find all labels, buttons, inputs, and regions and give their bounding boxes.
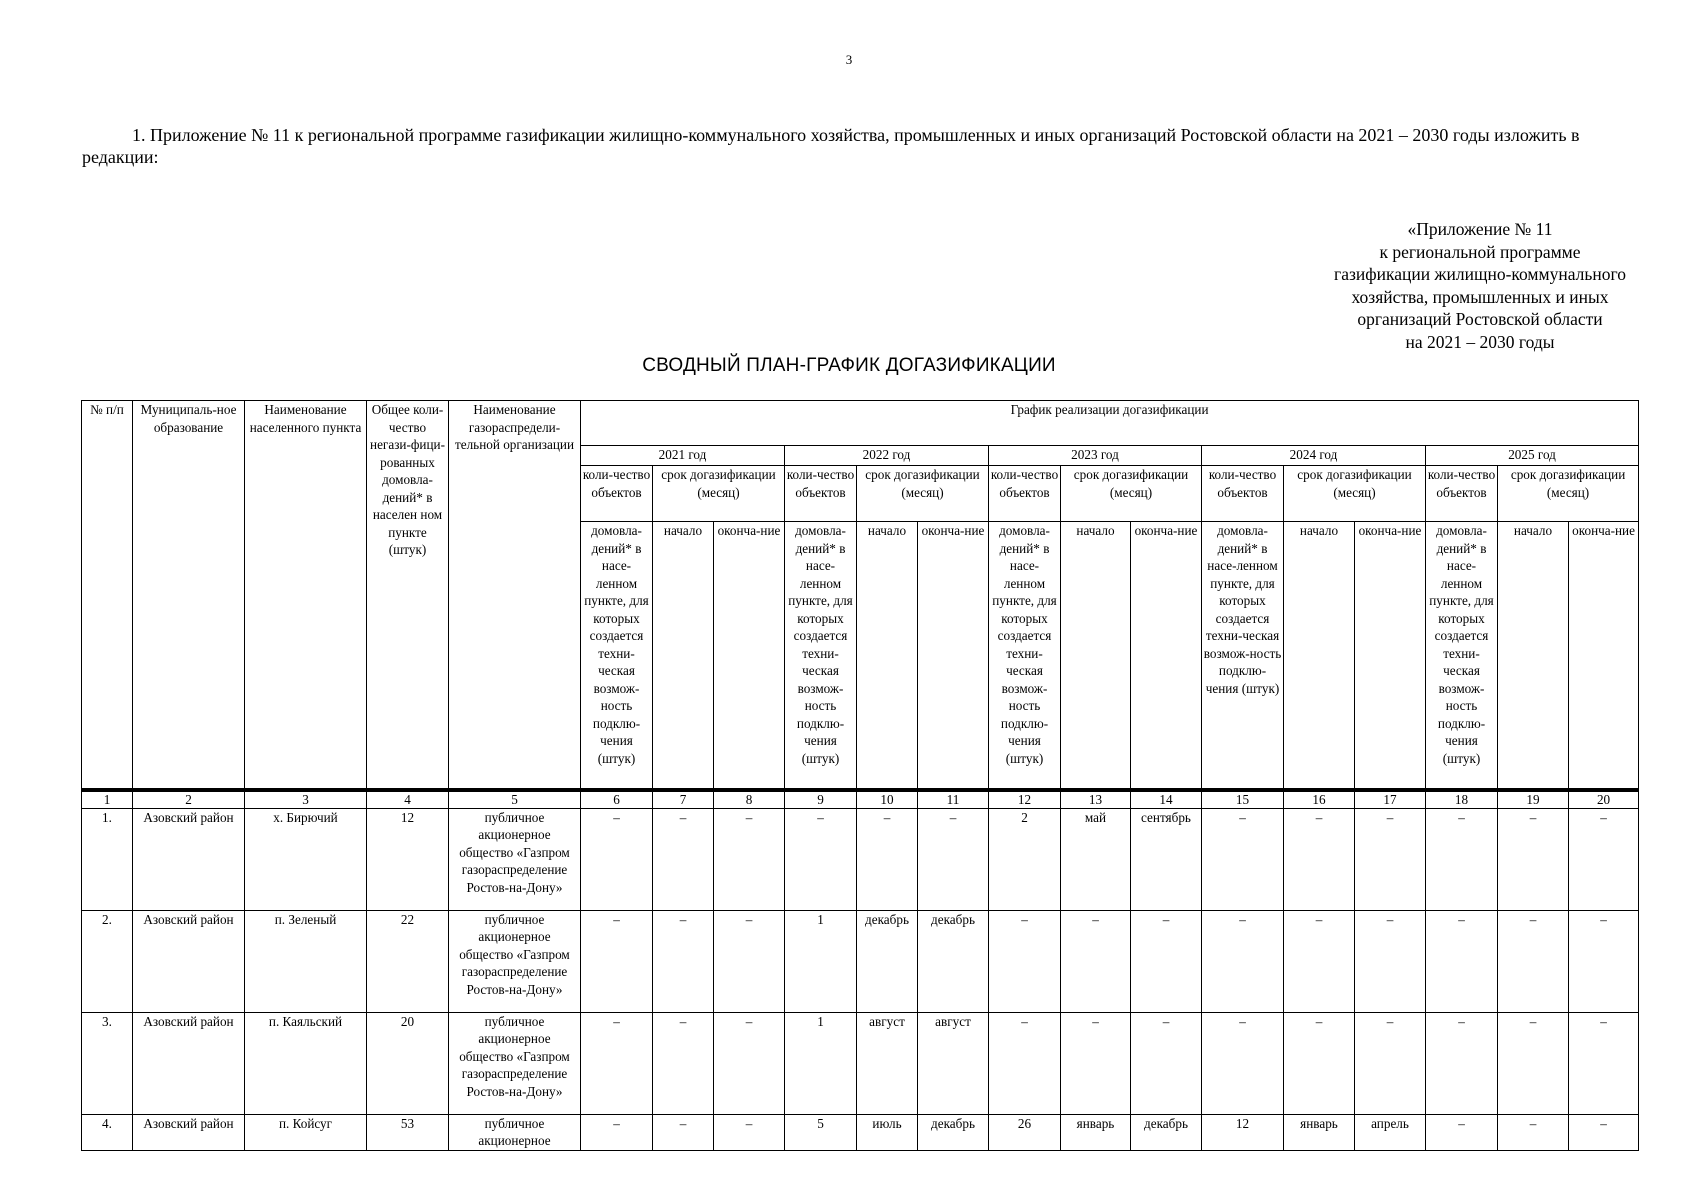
settlement-cell: п. Каяльский: [245, 1012, 367, 1114]
total-cell: 20: [367, 1012, 449, 1114]
header-start: начало: [857, 522, 918, 790]
schedule-cell: апрель: [1355, 1114, 1426, 1150]
header-year: 2023 год: [989, 446, 1202, 466]
header-end: оконча-ние: [1355, 522, 1426, 790]
column-number-row: [82, 790, 1639, 809]
schedule-cell: 26: [989, 1114, 1061, 1150]
column-number: 20: [1569, 790, 1639, 809]
header-start: начало: [1061, 522, 1131, 790]
settlement-cell: х. Бирючий: [245, 808, 367, 910]
header-count-bottom: домовла-дений* в насе-ленном пункте, для которых создается техни-ческая возмож-ность подклю-чения (штук): [1426, 522, 1498, 790]
table-title: СВОДНЫЙ ПЛАН-ГРАФИК ДОГАЗИФИКАЦИИ: [642, 355, 1056, 376]
schedule-cell: –: [1202, 808, 1284, 910]
schedule-cell: –: [1284, 910, 1355, 1012]
schedule-cell: январь: [1061, 1114, 1131, 1150]
schedule-cell: –: [1355, 808, 1426, 910]
table-body: [82, 808, 1639, 1150]
schedule-cell: июль: [857, 1114, 918, 1150]
schedule-cell: –: [714, 808, 785, 910]
appendix-line: на 2021 – 2030 годы: [1405, 331, 1555, 352]
schedule-cell: декабрь: [918, 910, 989, 1012]
column-number: 3: [245, 790, 367, 809]
header-count-bottom: домовла-дений* в насе-ленном пункте, для которых создается техни-ческая возмож-ность подклю-чения (штук): [581, 522, 653, 790]
schedule-cell: –: [1426, 910, 1498, 1012]
header-count-top: коли-чество объектов: [581, 466, 653, 522]
schedule-cell: –: [1569, 910, 1639, 1012]
schedule-cell: –: [581, 1114, 653, 1150]
schedule-cell: –: [1284, 808, 1355, 910]
intro-paragraph: 1. Приложение № 11 к региональной программе газификации жилищно-коммунального хозяйства, промышленных и иных организаций Ростовской области на 2021 – 2030 годы изложить в редакции:: [82, 125, 1580, 167]
municipality-cell: Азовский район: [133, 1012, 245, 1114]
org-cell: публичное акционерное общество «Газпром газораспределение Ростов-на-Дону»: [449, 910, 581, 1012]
header-start: начало: [1284, 522, 1355, 790]
header-count-bottom: домовла-дений* в насе-ленном пункте, для которых создается техни-ческая возмож-ность подклю-чения (штук): [1202, 522, 1284, 790]
schedule-cell: –: [1498, 910, 1569, 1012]
schedule-cell: –: [1498, 1012, 1569, 1114]
header-count-top: коли-чество объектов: [1202, 466, 1284, 522]
header-count-top: коли-чество объектов: [785, 466, 857, 522]
schedule-cell: –: [714, 1012, 785, 1114]
column-number: 9: [785, 790, 857, 809]
column-number: 12: [989, 790, 1061, 809]
column-number: 15: [1202, 790, 1284, 809]
header-term: срок догазификации (месяц): [1061, 466, 1202, 522]
schedule-cell: 1: [785, 1012, 857, 1114]
settlement-cell: п. Зеленый: [245, 910, 367, 1012]
municipality-cell: Азовский район: [133, 910, 245, 1012]
org-cell: публичное акционерное: [449, 1114, 581, 1150]
column-number: 18: [1426, 790, 1498, 809]
schedule-cell: –: [1355, 1012, 1426, 1114]
table-row: [82, 1012, 1639, 1114]
schedule-cell: август: [918, 1012, 989, 1114]
header-year: 2021 год: [581, 446, 785, 466]
header-end: оконча-ние: [1131, 522, 1202, 790]
column-number: 6: [581, 790, 653, 809]
schedule-cell: –: [1202, 1012, 1284, 1114]
schedule-cell: –: [581, 1012, 653, 1114]
column-number: 8: [714, 790, 785, 809]
column-number: 19: [1498, 790, 1569, 809]
column-number: 13: [1061, 790, 1131, 809]
schedule-cell: –: [653, 808, 714, 910]
header-schedule: График реализации догазификации: [581, 401, 1639, 446]
schedule-cell: 1: [785, 910, 857, 1012]
column-number: 2: [133, 790, 245, 809]
schedule-cell: декабрь: [857, 910, 918, 1012]
schedule-cell: –: [1426, 1114, 1498, 1150]
table-row: [82, 808, 1639, 910]
header-year: 2022 год: [785, 446, 989, 466]
page-number: 3: [845, 52, 853, 67]
header-start: начало: [653, 522, 714, 790]
header-count-bottom: домовла-дений* в насе-ленном пункте, для которых создается техни-ческая возмож-ность подклю-чения (штук): [785, 522, 857, 790]
appendix-line: хозяйства, промышленных и иных: [1351, 286, 1609, 307]
appendix-line: «Приложение № 11: [1407, 219, 1553, 239]
schedule-cell: –: [1131, 910, 1202, 1012]
column-number: 10: [857, 790, 918, 809]
appendix-header: [1270, 218, 1690, 353]
schedule-cell: 12: [1202, 1114, 1284, 1150]
schedule-cell: декабрь: [1131, 1114, 1202, 1150]
schedule-cell: январь: [1284, 1114, 1355, 1150]
schedule-cell: сентябрь: [1131, 808, 1202, 910]
column-number: 14: [1131, 790, 1202, 809]
table-row: [82, 1114, 1639, 1150]
schedule-cell: –: [1061, 910, 1131, 1012]
schedule-cell: –: [1426, 1012, 1498, 1114]
schedule-cell: –: [989, 1012, 1061, 1114]
header-term: срок догазификации (месяц): [1284, 466, 1426, 522]
municipality-cell: Азовский район: [133, 808, 245, 910]
schedule-cell: –: [714, 910, 785, 1012]
header-count-top: коли-чество объектов: [1426, 466, 1498, 522]
header-municipality: Муниципаль-ное образование: [133, 401, 245, 790]
total-cell: 53: [367, 1114, 449, 1150]
schedule-cell: –: [653, 1114, 714, 1150]
schedule-cell: –: [1426, 808, 1498, 910]
row-number-cell: 4.: [82, 1114, 133, 1150]
header-term: срок догазификации (месяц): [1498, 466, 1639, 522]
municipality-cell: Азовский район: [133, 1114, 245, 1150]
schedule-cell: декабрь: [918, 1114, 989, 1150]
header-org: Наименование газораспредели-тельной организации: [449, 401, 581, 790]
appendix-line: организаций Ростовской области: [1357, 309, 1603, 329]
schedule-cell: –: [989, 910, 1061, 1012]
header-start: начало: [1498, 522, 1569, 790]
header-end: оконча-ние: [1569, 522, 1639, 790]
schedule-cell: –: [1131, 1012, 1202, 1114]
column-number: 16: [1284, 790, 1355, 809]
schedule-cell: –: [1061, 1012, 1131, 1114]
column-number: 7: [653, 790, 714, 809]
schedule-cell: август: [857, 1012, 918, 1114]
header-term: срок догазификации (месяц): [653, 466, 785, 522]
column-number: 1: [82, 790, 133, 809]
schedule-cell: –: [714, 1114, 785, 1150]
schedule-table: [81, 400, 1639, 1151]
row-number-cell: 1.: [82, 808, 133, 910]
header-year: 2024 год: [1202, 446, 1426, 466]
table-row: [82, 910, 1639, 1012]
schedule-cell: –: [1498, 1114, 1569, 1150]
column-number: 5: [449, 790, 581, 809]
appendix-line: к региональной программе: [1379, 241, 1581, 262]
schedule-cell: –: [653, 1012, 714, 1114]
header-num: № п/п: [82, 401, 133, 790]
settlement-cell: п. Койсуг: [245, 1114, 367, 1150]
schedule-cell: май: [1061, 808, 1131, 910]
column-number: 17: [1355, 790, 1426, 809]
header-term: срок догазификации (месяц): [857, 466, 989, 522]
schedule-cell: –: [1355, 910, 1426, 1012]
schedule-cell: –: [1202, 910, 1284, 1012]
header-count-top: коли-чество объектов: [989, 466, 1061, 522]
org-cell: публичное акционерное общество «Газпром газораспределение Ростов-на-Дону»: [449, 808, 581, 910]
header-year: 2025 год: [1426, 446, 1639, 466]
header-count-bottom: домовла-дений* в насе-ленном пункте, для которых создается техни-ческая возмож-ность подклю-чения (штук): [989, 522, 1061, 790]
header-total: Общее коли-чество негази-фици-рованных домовла-дений* в населен ном пункте (штук): [367, 401, 449, 790]
schedule-cell: –: [1569, 1114, 1639, 1150]
appendix-line: газификации жилищно-коммунального: [1334, 264, 1626, 284]
schedule-cell: –: [581, 808, 653, 910]
column-number: 4: [367, 790, 449, 809]
schedule-cell: –: [785, 808, 857, 910]
schedule-cell: –: [918, 808, 989, 910]
header-end: оконча-ние: [918, 522, 989, 790]
schedule-cell: –: [857, 808, 918, 910]
row-number-cell: 2.: [82, 910, 133, 1012]
header-row: [82, 401, 1639, 446]
total-cell: 12: [367, 808, 449, 910]
schedule-cell: 5: [785, 1114, 857, 1150]
column-number: 11: [918, 790, 989, 809]
header-end: оконча-ние: [714, 522, 785, 790]
total-cell: 22: [367, 910, 449, 1012]
schedule-cell: –: [1284, 1012, 1355, 1114]
schedule-cell: –: [1569, 808, 1639, 910]
schedule-cell: 2: [989, 808, 1061, 910]
schedule-cell: –: [581, 910, 653, 1012]
schedule-cell: –: [653, 910, 714, 1012]
org-cell: публичное акционерное общество «Газпром газораспределение Ростов-на-Дону»: [449, 1012, 581, 1114]
row-number-cell: 3.: [82, 1012, 133, 1114]
header-settlement: Наименование населенного пункта: [245, 401, 367, 790]
schedule-cell: –: [1498, 808, 1569, 910]
schedule-cell: –: [1569, 1012, 1639, 1114]
